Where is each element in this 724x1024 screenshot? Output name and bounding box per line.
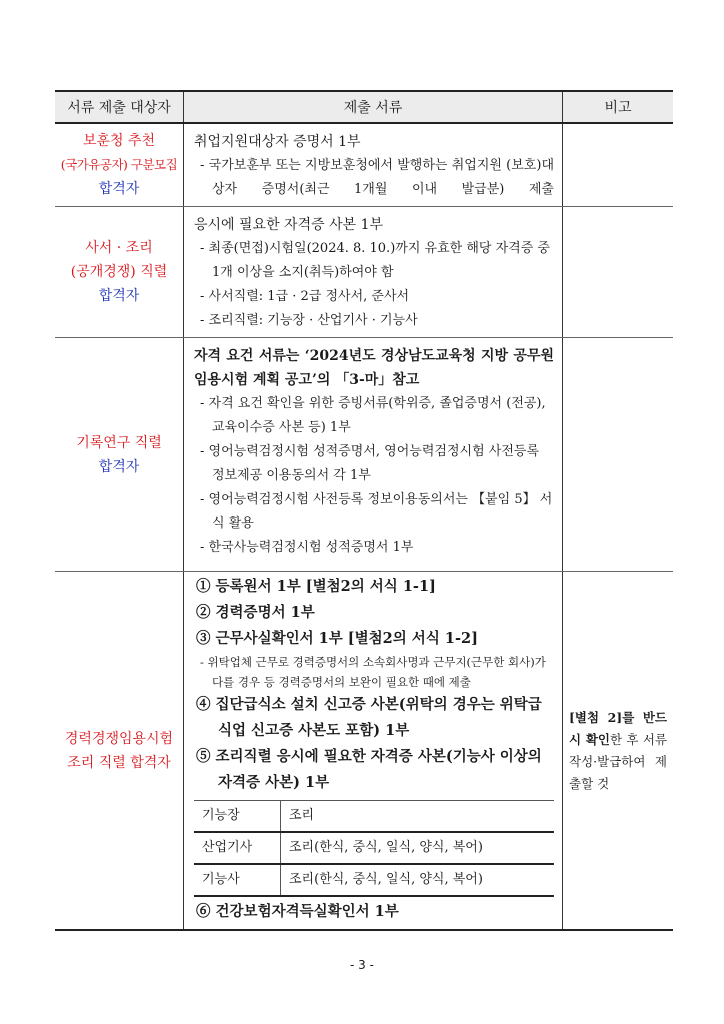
license-row (194, 832, 554, 864)
target-cell (55, 207, 184, 338)
remarks-text: 한 후 서류 작성·발급하여 제출할 것 (569, 731, 667, 791)
remarks-cell (563, 123, 674, 207)
document-detail: - 조리직렬: 기능장 · 산업기사 · 기능사 (200, 313, 418, 328)
document-detail: - 영어능력검정시험 사전등록 정보이용동의서는 【붙임 5】 서식 활용 (200, 492, 553, 531)
license-grade: 산업기사 (194, 832, 281, 864)
page-number: - 3 - (350, 958, 374, 972)
target-cell (55, 572, 184, 931)
document-item: ① 등록원서 1부 [별첨2의 서식 1-1] (196, 578, 436, 595)
target-line: 합격자 (98, 181, 140, 197)
document-heading: 자격 요건 서류는 ‘2024년도 경상남도교육청 지방 공무원 임용시험 계획 공고’의 「3-마」참고 (194, 348, 554, 388)
target-cell (55, 123, 184, 207)
header-documents: 제출 서류 (184, 91, 563, 123)
target-line: 합격자 (98, 458, 140, 475)
license-row (194, 801, 554, 833)
license-field: 조리 (281, 801, 555, 833)
target-line: 조리 직렬 합격자 (67, 754, 171, 771)
target-cell (55, 338, 184, 572)
header-target: 서류 제출 대상자 (55, 91, 184, 123)
document-item: ③ 근무사실확인서 1부 [별첨2의 서식 1-2] (196, 630, 478, 647)
submission-table (55, 90, 673, 931)
document-item: ④ 집단급식소 설치 신고증 사본(위탁의 경우는 위탁급식업 신고증 사본도 포함) 1부 (196, 696, 542, 739)
target-line: 경력경쟁임용시험 (64, 730, 174, 747)
license-grade: 기능사 (194, 864, 281, 896)
table-row (55, 123, 673, 207)
table-row (55, 572, 673, 931)
target-line: 보훈청 추천 (82, 133, 156, 149)
document-detail: - 국가보훈부 또는 지방보훈청에서 발행하는 취업지원 (보호)대상자 증명서(최근 1개월 이내 발급분) 제출 (200, 158, 554, 197)
target-line: 합격자 (98, 288, 140, 304)
remarks-cell (563, 338, 674, 572)
document-detail: - 한국사능력검정시험 성적증명서 1부 (200, 540, 414, 555)
document-heading: 취업지원대상자 증명서 1부 (194, 134, 361, 150)
license-field: 조리(한식, 중식, 일식, 양식, 복어) (281, 832, 555, 864)
document-detail: - 최종(면접)시험일(2024. 8. 10.)까지 유효한 해당 자격증 중 1개 이상을 소지(취득)하여야 함 (200, 241, 550, 280)
target-line: 기록연구 직렬 (76, 434, 162, 451)
license-table (194, 800, 554, 897)
header-remarks: 비고 (563, 91, 674, 123)
documents-cell (184, 207, 563, 338)
license-grade: 기능장 (194, 801, 281, 833)
document-detail: - 영어능력검정시험 성적증명서, 영어능력검정시험 사전등록 정보제공 이용동의서 각 1부 (200, 444, 540, 483)
table-header-row (55, 91, 673, 123)
table-row (55, 338, 673, 572)
documents-cell (184, 338, 563, 572)
remarks-cell (563, 572, 674, 931)
remarks-cell (563, 207, 674, 338)
documents-cell (184, 572, 563, 931)
document-detail: - 자격 요건 확인을 위한 증빙서류(학위증, 졸업증명서 (전공), 교육이수증 사본 등) 1부 (200, 396, 546, 435)
document-item: ② 경력증명서 1부 (196, 604, 315, 621)
documents-cell (184, 123, 563, 207)
document-page (55, 90, 673, 931)
target-line: 사서 · 조리 (85, 240, 153, 256)
document-detail: - 사서직렬: 1급 · 2급 정사서, 준사서 (200, 289, 410, 304)
target-line: (국가유공자) 구분모집 (60, 157, 178, 172)
target-line: (공개경쟁) 직렬 (70, 264, 168, 280)
document-detail: - 위탁업체 근무로 경력증명서의 소속회사명과 근무지(근무한 회사)가 다를 경우 등 경력증명서의 보완이 필요한 때에 제출 (200, 655, 546, 689)
license-row (194, 864, 554, 896)
license-field: 조리(한식, 중식, 일식, 양식, 복어) (281, 864, 555, 896)
document-item: ⑤ 조리직렬 응시에 필요한 자격증 사본(기능사 이상의 자격증 사본) 1부 (196, 748, 542, 791)
document-item: ⑥ 건강보험자격득실확인서 1부 (196, 903, 399, 920)
remarks-emphasis: [별첨 2]를 반드시 확인 (569, 709, 667, 747)
document-heading: 응시에 필요한 자격증 사본 1부 (194, 217, 383, 233)
table-row (55, 207, 673, 338)
